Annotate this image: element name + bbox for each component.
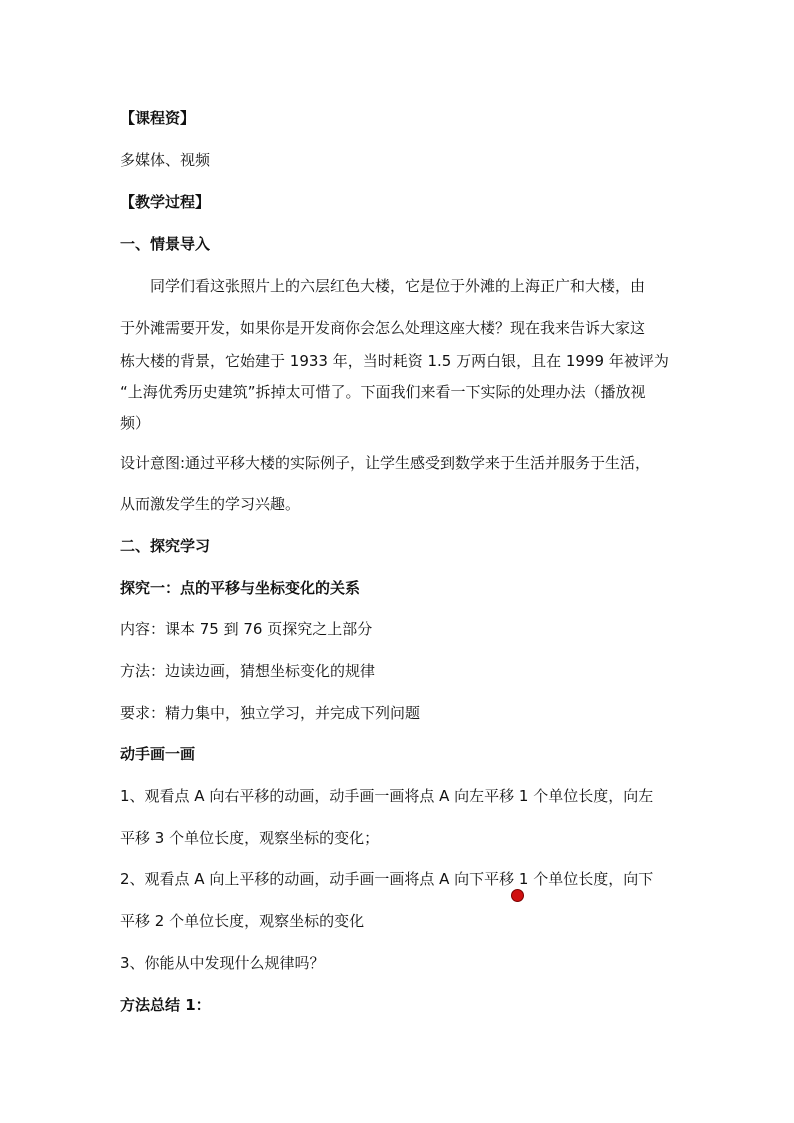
question-3-line: 3、你能从中发现什么规律吗？ — [120, 954, 325, 972]
question-1-line: 平移 3 个单位长度，观察坐标的变化； — [120, 829, 380, 847]
paragraph-line: 频） — [120, 414, 151, 432]
exploration-1-title: 探究一：点的平移与坐标变化的关系 — [120, 579, 361, 597]
method-line: 方法：边读边画，猜想坐标变化的规律 — [120, 662, 376, 680]
heading-course-resources: 【课程资】 — [120, 109, 196, 127]
heading-teaching-process: 【教学过程】 — [120, 193, 211, 211]
design-intent-line: 从而激发学生的学习兴趣。 — [120, 495, 301, 513]
paragraph-line: “上海优秀历史建筑”拆掉太可惜了。下面我们来看一下实际的处理办法（播放视 — [120, 383, 646, 401]
question-2-line: 2、观看点 A 向上平移的动画，动手画一画将点 A 向下平移 1 个单位长度，向下 — [120, 870, 654, 888]
paragraph-line: 同学们看这张照片上的六层红色大楼，它是位于外滩的上海正广和大楼，由 — [150, 277, 646, 295]
section-1-title: 一、情景导入 — [120, 235, 211, 253]
method-summary-title: 方法总结 1： — [120, 996, 211, 1014]
question-1-line: 1、观看点 A 向右平移的动画，动手画一画将点 A 向左平移 1 个单位长度，向左 — [120, 787, 654, 805]
paragraph-line: 于外滩需要开发，如果你是开发商你会怎么处理这座大楼？现在我来告诉大家这 — [120, 319, 646, 337]
draw-activity-title: 动手画一画 — [120, 745, 196, 763]
red-dot-marker — [511, 889, 524, 902]
question-2-line: 平移 2 个单位长度，观察坐标的变化 — [120, 912, 365, 930]
resources-text: 多媒体、视频 — [120, 151, 211, 169]
requirement-line: 要求：精力集中，独立学习，并完成下列问题 — [120, 704, 421, 722]
section-2-title: 二、探究学习 — [120, 537, 211, 555]
content-line: 内容：课本 75 到 76 页探究之上部分 — [120, 620, 373, 638]
paragraph-line: 栋大楼的背景，它始建于 1933 年，当时耗资 1.5 万两白银，且在 1999 年被评为 — [120, 352, 669, 370]
design-intent-line: 设计意图:通过平移大楼的实际例子，让学生感受到数学来于生活并服务于生活， — [120, 454, 651, 472]
